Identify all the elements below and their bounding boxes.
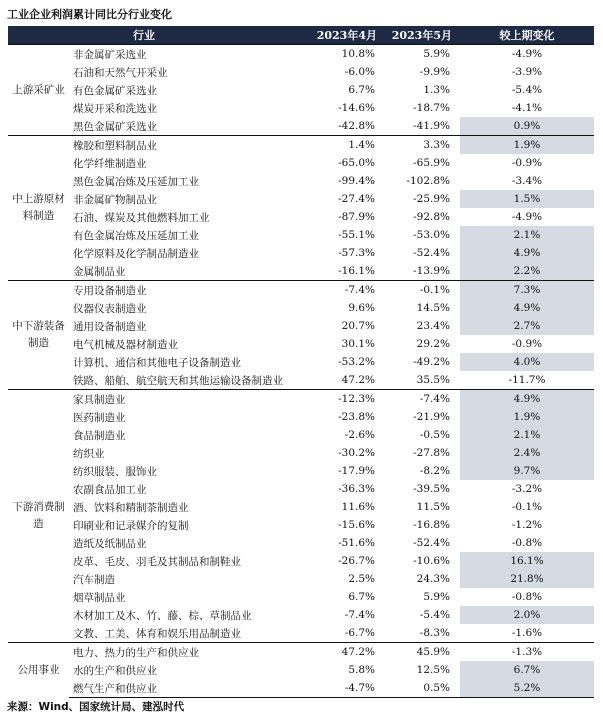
value-may: -27.8% xyxy=(413,447,450,459)
value-change: 7.3% xyxy=(460,281,594,300)
industry-name: 化学原料及化学制品制造业 xyxy=(73,247,199,260)
value-apr: 11.6% xyxy=(341,501,375,513)
value-may: 5.9% xyxy=(381,45,460,64)
value-may: 35.5% xyxy=(416,374,450,386)
table-row xyxy=(8,570,594,588)
value-apr: 2.5% xyxy=(348,573,375,585)
value-may: -92.8% xyxy=(413,211,450,223)
value-may: -52.4% xyxy=(413,537,450,549)
value-apr: 20.7% xyxy=(341,320,375,332)
value-apr: -51.6% xyxy=(338,537,375,549)
value-change: -11.7% xyxy=(508,374,546,386)
value-apr: 1.4% xyxy=(310,136,381,155)
industry-name: 烟草制品业 xyxy=(73,591,126,604)
industry-name: 化学纤维制造业 xyxy=(73,157,147,170)
value-may: 3.3% xyxy=(381,136,460,155)
value-apr: -36.3% xyxy=(338,483,375,495)
value-change: -4.1% xyxy=(511,102,543,114)
value-apr: -15.6% xyxy=(338,519,375,531)
table-row xyxy=(8,390,594,409)
industry-name: 农副食品加工业 xyxy=(73,483,147,496)
value-may: -52.4% xyxy=(413,247,450,259)
value-apr: 10.8% xyxy=(310,45,381,64)
table-row xyxy=(8,588,594,606)
value-may: -7.4% xyxy=(381,390,460,409)
industry-name: 纺织服装、服饰业 xyxy=(73,465,157,478)
value-apr: -6.0% xyxy=(344,66,375,78)
industry-name: 医药制造业 xyxy=(73,411,126,424)
industry-name: 木材加工及木、竹、藤、棕、草制品业 xyxy=(73,609,252,622)
industry-name: 电力、热力的生产和供应业 xyxy=(69,643,310,662)
value-apr: 9.6% xyxy=(348,302,375,314)
industry-name: 黑色金属冶炼及压延加工业 xyxy=(73,175,199,188)
table-row xyxy=(8,661,594,679)
sector-label: 上游采矿业 xyxy=(8,45,69,136)
value-change: -0.1% xyxy=(511,501,543,513)
table-row xyxy=(8,172,594,190)
value-change: 21.8% xyxy=(460,570,594,588)
table-row xyxy=(8,45,594,64)
table-title: 工业企业利润累计同比分行业变化 xyxy=(7,8,172,21)
value-apr: -14.6% xyxy=(338,102,375,114)
value-change: -3.9% xyxy=(511,66,543,78)
value-may: -9.9% xyxy=(419,66,450,78)
industry-name: 仪器仪表制造业 xyxy=(73,302,147,315)
value-change: -1.6% xyxy=(511,627,543,639)
value-may: -21.9% xyxy=(413,411,450,423)
table-row xyxy=(8,552,594,570)
value-change: -0.8% xyxy=(511,591,543,603)
industry-name: 铁路、船舶、航空航天和其他运输设备制造业 xyxy=(73,374,283,387)
industry-name: 计算机、通信和其他电子设备制造业 xyxy=(73,356,241,369)
table-row xyxy=(8,299,594,317)
industry-name: 皮革、毛皮、羽毛及其制品和制鞋业 xyxy=(73,555,241,568)
value-may: -39.5% xyxy=(413,483,450,495)
value-may: -8.3% xyxy=(419,627,450,639)
value-change: 9.7% xyxy=(460,462,594,480)
table-row xyxy=(8,426,594,444)
industry-name: 煤炭开采和洗选业 xyxy=(73,102,157,115)
value-change: -0.8% xyxy=(511,537,543,549)
sector-label: 下游消费制造 xyxy=(8,390,69,643)
value-apr: 6.7% xyxy=(348,591,375,603)
value-may: -8.2% xyxy=(419,465,450,477)
value-change: -3.2% xyxy=(511,483,543,495)
value-apr: -55.1% xyxy=(338,229,375,241)
table-row xyxy=(8,643,594,662)
value-apr: -53.2% xyxy=(338,356,375,368)
table-row xyxy=(8,208,594,226)
value-may: 23.4% xyxy=(416,320,450,332)
value-apr: -65.0% xyxy=(338,157,375,169)
table-row xyxy=(8,281,594,300)
table-row xyxy=(8,679,594,698)
header-apr: 2023年4月 xyxy=(310,26,381,45)
industry-name: 汽车制造 xyxy=(73,573,115,586)
industry-name: 黑色金属矿采选业 xyxy=(73,120,157,133)
table-row xyxy=(8,262,594,281)
table-row xyxy=(8,226,594,244)
value-may: -0.5% xyxy=(419,429,450,441)
value-change: 2.4% xyxy=(460,444,594,462)
value-may: -5.4% xyxy=(419,609,450,621)
table-row xyxy=(8,117,594,136)
table-row xyxy=(8,444,594,462)
value-change: -0.9% xyxy=(511,338,543,350)
industry-name: 金属制品业 xyxy=(73,265,126,278)
sector-label: 公用事业 xyxy=(8,643,69,698)
value-apr: 47.2% xyxy=(310,643,381,662)
header-may: 2023年5月 xyxy=(381,26,460,45)
value-apr: -17.9% xyxy=(338,465,375,477)
industry-name: 通用设备制造业 xyxy=(73,320,147,333)
value-apr: -26.7% xyxy=(338,555,375,567)
header-row xyxy=(8,26,594,45)
value-apr: 5.8% xyxy=(348,664,375,676)
value-change: 0.9% xyxy=(460,117,594,136)
table-row xyxy=(8,498,594,516)
value-apr: -42.8% xyxy=(338,120,375,132)
value-apr: -87.9% xyxy=(338,211,375,223)
table-row xyxy=(8,63,594,81)
table-body xyxy=(8,45,594,698)
value-change: 4.9% xyxy=(460,299,594,317)
table-row xyxy=(8,371,594,390)
table-row xyxy=(8,317,594,335)
value-change: 2.1% xyxy=(460,226,594,244)
value-apr: 47.2% xyxy=(341,374,375,386)
sector-label: 中上游原材料制造 xyxy=(8,136,69,281)
value-change: 16.1% xyxy=(460,552,594,570)
table-row xyxy=(8,606,594,624)
value-change: 2.1% xyxy=(460,426,594,444)
table-row xyxy=(8,244,594,262)
value-apr: -4.7% xyxy=(310,679,381,698)
value-may: -13.9% xyxy=(413,265,450,277)
industry-name: 食品制造业 xyxy=(73,429,126,442)
industry-name: 石油和天然气开采业 xyxy=(73,66,168,79)
value-may: -41.9% xyxy=(413,120,450,132)
value-change: 6.7% xyxy=(460,661,594,679)
industry-name: 燃气生产和供应业 xyxy=(69,679,310,698)
industry-name: 文教、工美、体育和娱乐用品制造业 xyxy=(73,627,241,640)
value-change: 1.9% xyxy=(460,136,594,155)
table-row xyxy=(8,534,594,552)
table-row xyxy=(8,480,594,498)
industry-name: 有色金属冶炼及压延加工业 xyxy=(73,229,199,242)
value-apr: 6.7% xyxy=(348,84,375,96)
value-apr: -2.6% xyxy=(344,429,375,441)
value-change: 2.7% xyxy=(460,317,594,335)
value-apr: -57.3% xyxy=(338,247,375,259)
value-change: 1.5% xyxy=(460,190,594,208)
value-apr: -30.2% xyxy=(338,447,375,459)
value-may: -10.6% xyxy=(413,555,450,567)
industry-name: 橡胶和塑料制品业 xyxy=(69,136,310,155)
value-change: -3.4% xyxy=(511,175,543,187)
value-change: 5.2% xyxy=(460,679,594,698)
table-row xyxy=(8,154,594,172)
value-change: -5.4% xyxy=(511,84,543,96)
table-row xyxy=(8,81,594,99)
value-apr: -6.7% xyxy=(344,627,375,639)
header-industry: 行业 xyxy=(8,26,310,45)
industry-profit-table xyxy=(8,26,594,698)
value-may: -16.8% xyxy=(413,519,450,531)
value-may: -102.8% xyxy=(406,175,450,187)
value-may: -65.9% xyxy=(413,157,450,169)
table-row xyxy=(8,353,594,371)
value-may: 11.5% xyxy=(416,501,450,513)
industry-name: 非金属矿采选业 xyxy=(69,45,310,64)
industry-name: 专用设备制造业 xyxy=(69,281,310,300)
value-apr: -23.8% xyxy=(338,411,375,423)
table-row xyxy=(8,99,594,117)
table-row xyxy=(8,462,594,480)
value-change: 1.9% xyxy=(460,408,594,426)
value-may: 45.9% xyxy=(381,643,460,662)
value-change: -1.3% xyxy=(460,643,594,662)
value-change: 4.9% xyxy=(460,390,594,409)
header-change: 较上期变化 xyxy=(460,26,594,45)
sector-label: 中下游装备制造 xyxy=(8,281,69,390)
value-change: -0.9% xyxy=(511,157,543,169)
industry-name: 非金属矿物制品业 xyxy=(73,193,157,206)
value-apr: -12.3% xyxy=(310,390,381,409)
industry-name: 家具制造业 xyxy=(69,390,310,409)
value-may: -25.9% xyxy=(413,193,450,205)
table-row xyxy=(8,516,594,534)
industry-name: 造纸及纸制品业 xyxy=(73,537,147,550)
industry-name: 水的生产和供应业 xyxy=(73,664,157,677)
value-change: 4.0% xyxy=(460,353,594,371)
value-may: 29.2% xyxy=(416,338,450,350)
value-apr: -7.4% xyxy=(344,609,375,621)
value-may: 24.3% xyxy=(416,573,450,585)
value-may: -18.7% xyxy=(413,102,450,114)
table-row xyxy=(8,136,594,155)
value-may: 5.9% xyxy=(423,591,450,603)
value-apr: -7.4% xyxy=(310,281,381,300)
value-apr: -16.1% xyxy=(338,265,375,277)
value-apr: -99.4% xyxy=(338,175,375,187)
value-change: -4.9% xyxy=(511,211,543,223)
value-may: 1.3% xyxy=(423,84,450,96)
value-change: -4.9% xyxy=(460,45,594,64)
industry-name: 石油、煤炭及其他燃料加工业 xyxy=(73,211,210,224)
value-change: 4.9% xyxy=(460,244,594,262)
table-row xyxy=(8,190,594,208)
value-may: -53.0% xyxy=(413,229,450,241)
value-may: -49.2% xyxy=(413,356,450,368)
industry-name: 酒、饮料和精制茶制造业 xyxy=(73,501,189,514)
source-note: 来源：Wind、国家统计局、建泓时代 xyxy=(7,701,185,713)
value-may: 0.5% xyxy=(381,679,460,698)
value-change: -1.2% xyxy=(511,519,543,531)
value-may: 12.5% xyxy=(416,664,450,676)
table-row xyxy=(8,335,594,353)
table-row xyxy=(8,624,594,643)
industry-name: 纺织业 xyxy=(73,447,105,460)
industry-name: 有色金属矿采选业 xyxy=(73,84,157,97)
value-change: 2.0% xyxy=(460,606,594,624)
industry-name: 电气机械及器材制造业 xyxy=(73,338,178,351)
value-may: 14.5% xyxy=(416,302,450,314)
value-may: -0.1% xyxy=(381,281,460,300)
value-change: 2.2% xyxy=(460,262,594,281)
value-apr: 30.1% xyxy=(341,338,375,350)
industry-name: 印刷业和记录媒介的复制 xyxy=(73,519,189,532)
table-row xyxy=(8,408,594,426)
value-apr: -27.4% xyxy=(338,193,375,205)
